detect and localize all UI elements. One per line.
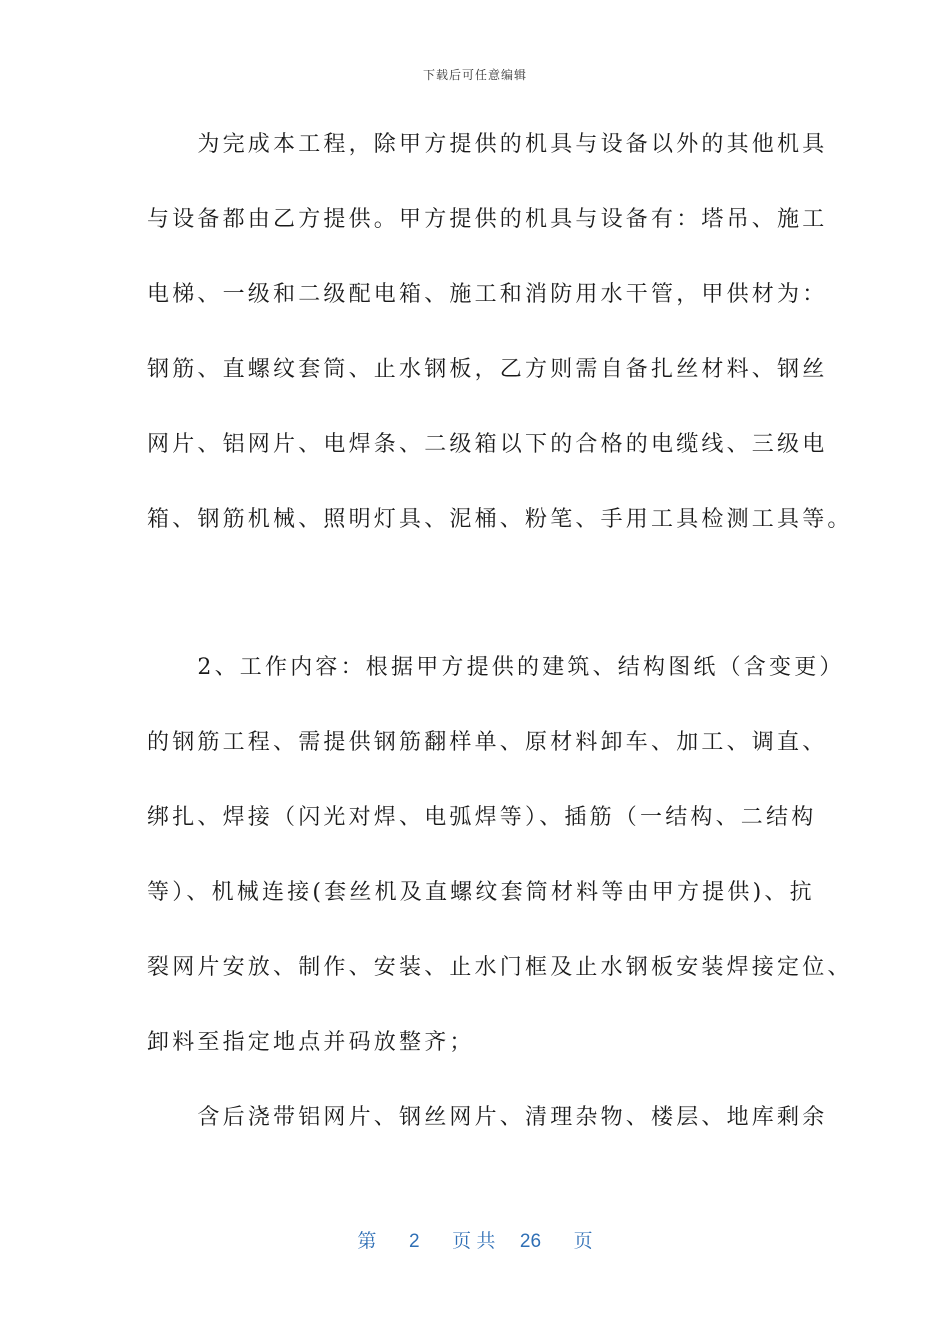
paragraph-line: 为完成本工程，除甲方提供的机具与设备以外的其他机具 <box>147 132 828 157</box>
paragraph-line: 卸料至指定地点并码放整齐； <box>147 1030 475 1055</box>
paragraph-line: 2、工作内容：根据甲方提供的建筑、结构图纸（含变更） <box>147 655 845 680</box>
page-footer <box>0 1226 950 1253</box>
paragraph-line: 钢筋、直螺纹套筒、止水钢板，乙方则需自备扎丝材料、钢丝 <box>147 357 828 382</box>
page-header: 下载后可任意编辑 <box>422 68 527 82</box>
footer-total-pages: 26 <box>519 1231 542 1252</box>
footer-page-number: 2 <box>408 1231 420 1252</box>
paragraph-line: 的钢筋工程、需提供钢筋翻样单、原材料卸车、加工、调直、 <box>147 730 828 755</box>
paragraph-line: 与设备都由乙方提供。甲方提供的机具与设备有：塔吊、施工 <box>147 207 828 232</box>
paragraph-line: 电梯、一级和二级配电箱、施工和消防用水干管，甲供材为： <box>147 282 828 307</box>
paragraph-line: 网片、铝网片、电焊条、二级箱以下的合格的电缆线、三级电 <box>147 432 828 457</box>
footer-suffix: 页 <box>573 1231 593 1252</box>
paragraph-line: 裂网片安放、制作、安装、止水门框及止水钢板安装焊接定位、 <box>147 955 853 980</box>
paragraph-line: 含后浇带铝网片、钢丝网片、清理杂物、楼层、地库剩余 <box>147 1105 828 1130</box>
footer-prefix: 第 <box>357 1231 377 1252</box>
paragraph-line: 箱、钢筋机械、照明灯具、泥桶、粉笔、手用工具检测工具等。 <box>147 507 853 532</box>
paragraph-line: 等）、机械连接(套丝机及直螺纹套筒材料等由甲方提供)、抗 <box>147 880 815 905</box>
paragraph-line: 绑扎、焊接（闪光对焊、电弧焊等）、插筋（一结构、二结构 <box>147 805 817 830</box>
footer-middle: 页 共 <box>452 1231 496 1252</box>
